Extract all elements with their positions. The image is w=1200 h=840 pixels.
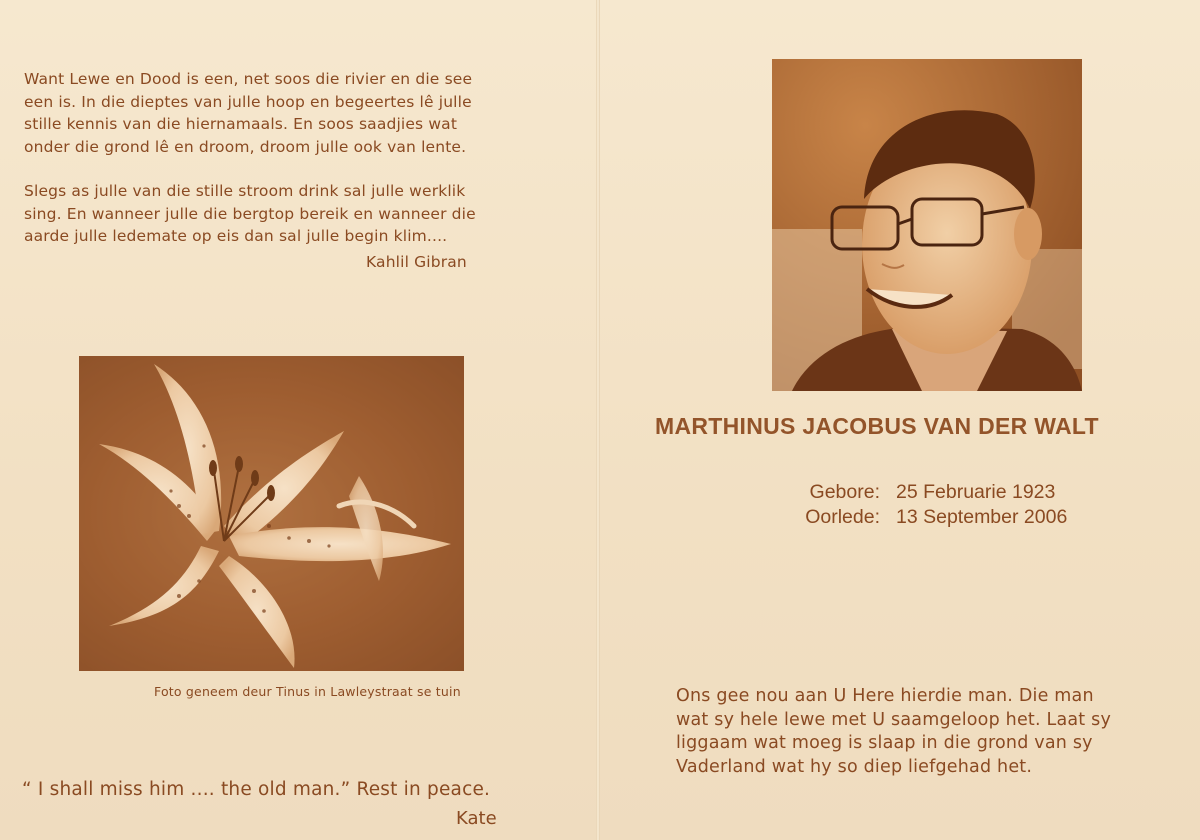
poem-stanza-2: Slegs as julle van die stille stroom drink sal julle werklik sing. En wanneer julle die bergtop bereik en wanneer die aarde julle ledemate op eis dan sal julle begin klim.... — [24, 182, 476, 245]
born-row — [768, 480, 1067, 505]
photo-caption: Foto geneem deur Tinus in Lawleystraat se tuin — [154, 684, 461, 699]
poem-stanza-1: Want Lewe en Dood is een, net soos die rivier en die see een is. In die dieptes van julle hoop en begeertes lê julle stille kennis van die hiernamaals. En soos saadjies wat onder die grond lê en droom, droom julle ook van lente. — [24, 70, 473, 156]
poem — [24, 68, 544, 270]
portrait-photo — [772, 59, 1082, 391]
life-dates — [768, 480, 1067, 530]
card-fold — [596, 0, 600, 840]
portrait-illustration — [772, 59, 1082, 391]
farewell-quote: “ I shall miss him .... the old man.” Rest in peace. — [22, 779, 491, 800]
poem-author: Kahlil Gibran — [366, 253, 467, 271]
born-date: 25 Februarie 1923 — [896, 481, 1056, 503]
deceased-name: MARTHINUS JACOBUS VAN DER WALT — [655, 413, 1099, 439]
lily-illustration — [79, 356, 464, 671]
died-label: Oorlede: — [805, 506, 880, 528]
prayer-text: Ons gee nou aan U Here hierdie man. Die man wat sy hele lewe met U saamgeloop het. Laat sy liggaam wat moeg is slaap in die grond van sy Vaderland wat hy so diep liefgehad het. — [676, 686, 1112, 777]
quote-author: Kate — [456, 808, 497, 829]
died-row — [768, 505, 1067, 530]
died-date: 13 September 2006 — [896, 506, 1068, 528]
born-label: Gebore: — [809, 481, 880, 503]
lily-photo — [79, 356, 464, 671]
